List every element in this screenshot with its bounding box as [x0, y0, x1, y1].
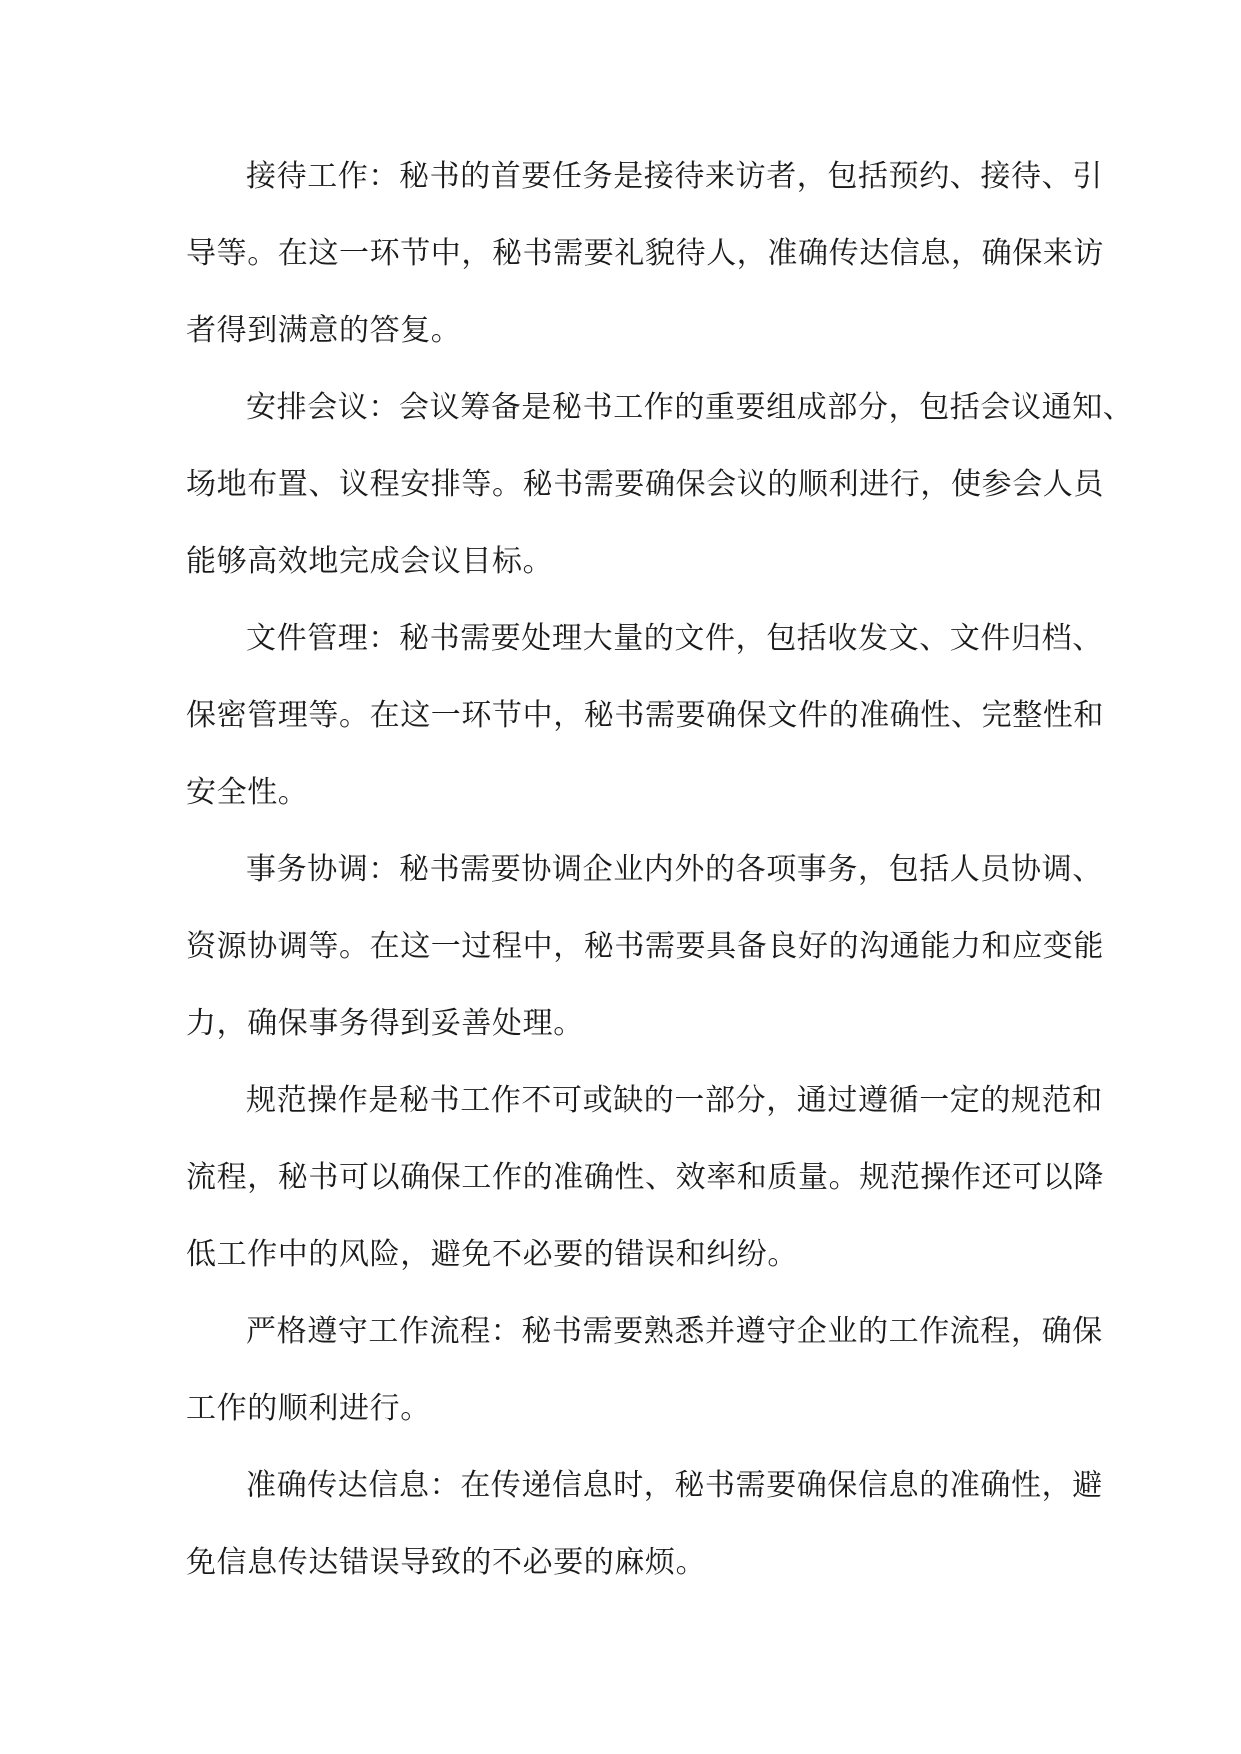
text-line: 免信息传达错误导致的不必要的麻烦。 — [186, 1545, 707, 1580]
paragraph-workflow — [186, 1293, 1103, 1447]
text-line: 事务协调：秘书需要协调企业内外的各项事务，包括人员协调、 — [246, 852, 1103, 887]
text-line: 资源协调等。在这一过程中，秘书需要具备良好的沟通能力和应变能 — [186, 929, 1104, 964]
text-line: 场地布置、议程安排等。秘书需要确保会议的顺利进行，使参会人员 — [186, 467, 1104, 502]
text-line: 安排会议：会议筹备是秘书工作的重要组成部分，包括会议通知、 — [246, 390, 1134, 425]
document-body — [186, 138, 1134, 1601]
text-line: 准确传达信息：在传递信息时，秘书需要确保信息的准确性，避 — [246, 1468, 1103, 1503]
text-line: 安全性。 — [186, 775, 309, 810]
text-line: 接待工作：秘书的首要任务是接待来访者，包括预约、接待、引 — [246, 159, 1103, 194]
paragraph-reception — [186, 138, 1104, 369]
text-line: 严格遵守工作流程：秘书需要熟悉并遵守企业的工作流程，确保 — [246, 1314, 1103, 1349]
text-line: 者得到满意的答复。 — [186, 313, 462, 348]
paragraph-file-management — [186, 600, 1104, 831]
text-line: 能够高效地完成会议目标。 — [186, 544, 554, 579]
paragraph-coordination — [186, 831, 1104, 1062]
text-line: 工作的顺利进行。 — [186, 1391, 431, 1426]
text-line: 力，确保事务得到妥善处理。 — [186, 1006, 584, 1041]
text-line: 流程，秘书可以确保工作的准确性、效率和质量。规范操作还可以降 — [186, 1160, 1104, 1195]
text-line: 导等。在这一环节中，秘书需要礼貌待人，准确传达信息，确保来访 — [186, 236, 1104, 271]
paragraph-communication — [186, 1447, 1103, 1601]
paragraph-meetings — [186, 369, 1134, 600]
text-line: 低工作中的风险，避免不必要的错误和纠纷。 — [186, 1237, 798, 1272]
text-line: 规范操作是秘书工作不可或缺的一部分，通过遵循一定的规范和 — [246, 1083, 1103, 1118]
paragraph-standard-operation — [186, 1062, 1104, 1293]
text-line: 保密管理等。在这一环节中，秘书需要确保文件的准确性、完整性和 — [186, 698, 1104, 733]
text-line: 文件管理：秘书需要处理大量的文件，包括收发文、文件归档、 — [246, 621, 1103, 656]
